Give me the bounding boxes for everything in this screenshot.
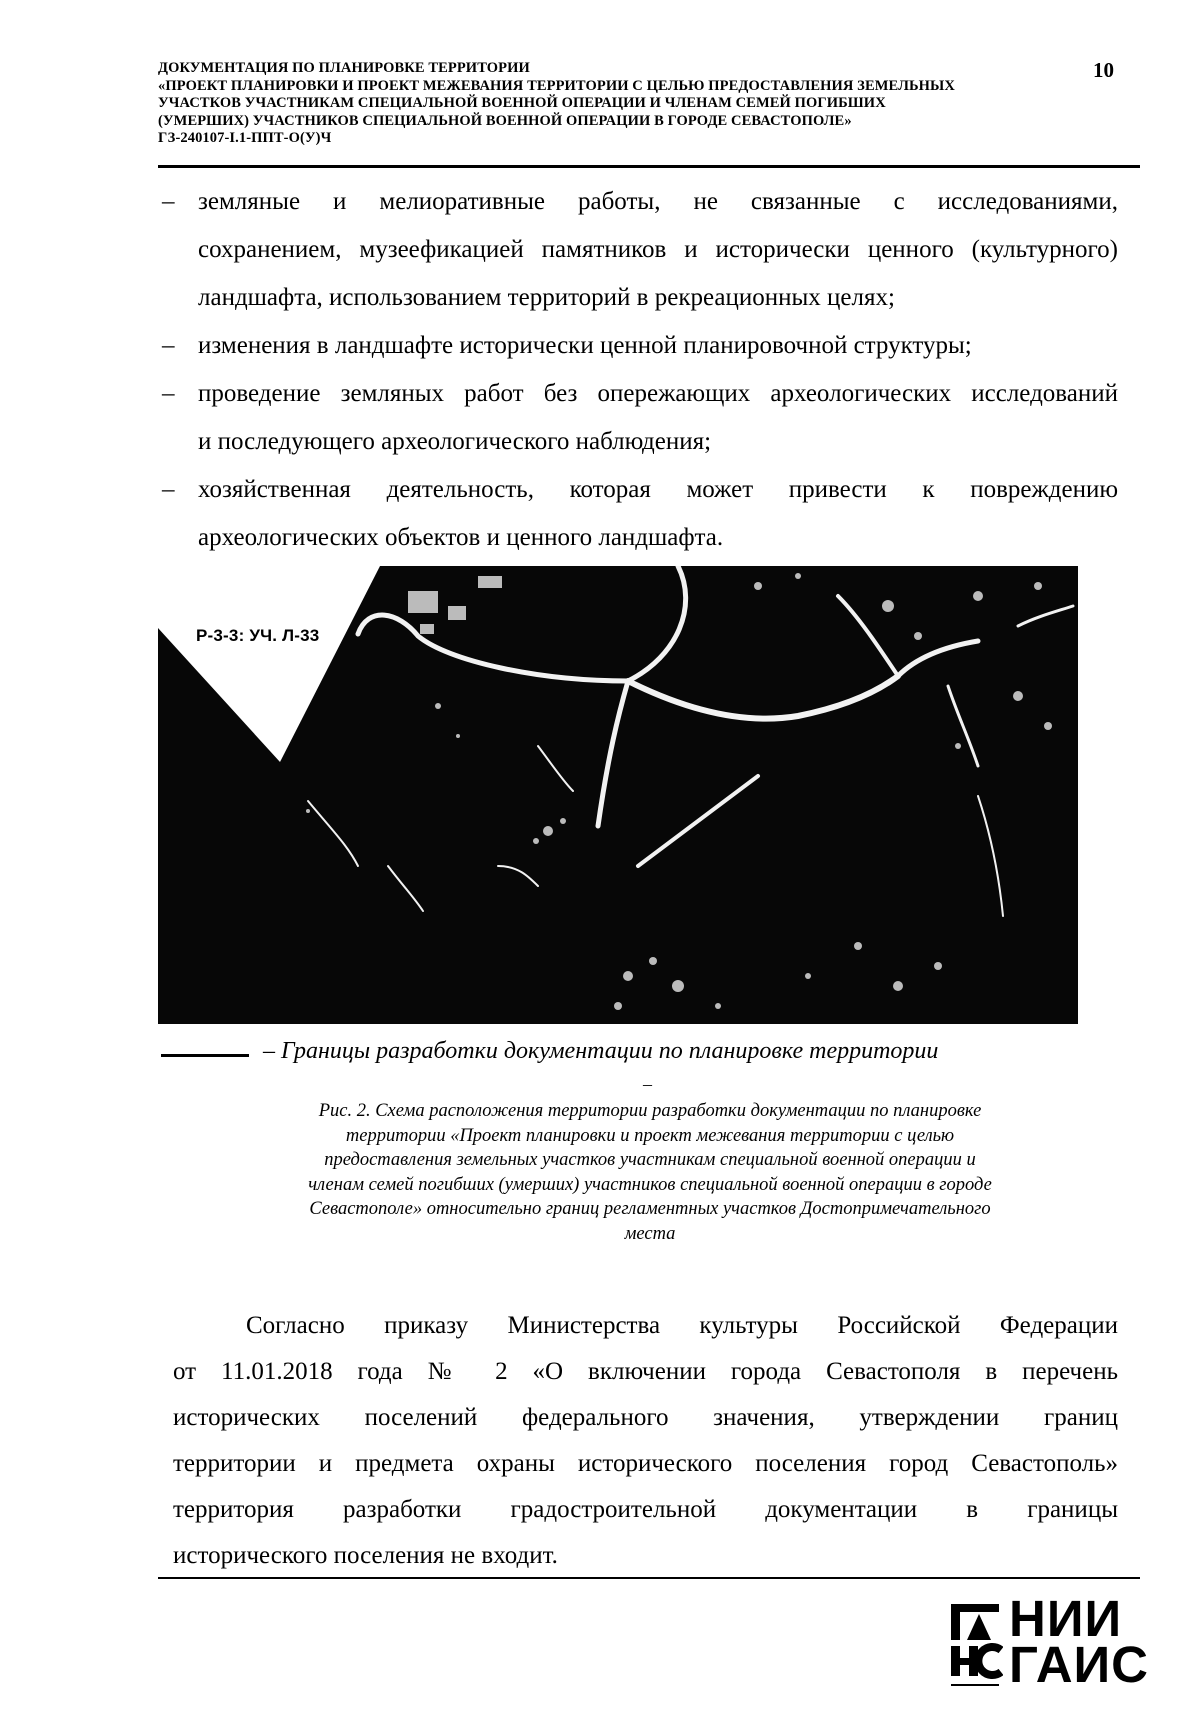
list-item-line: сохранением, музеефикацией памятников и исторически ценного (культурного)	[198, 236, 1118, 263]
list-item-line: археологических объектов и ценного ландшафта.	[198, 524, 724, 551]
caption-line: места	[624, 1223, 676, 1244]
legend-boundary-line	[161, 1054, 249, 1057]
satellite-map	[158, 566, 1078, 1024]
caption-line: членам семей погибших (умерших) участников специальной военной операции в городе	[308, 1174, 992, 1195]
dash-marker: –	[162, 476, 175, 503]
dash-marker: –	[162, 332, 175, 359]
paragraph-line: исторического поселения не входит.	[173, 1542, 558, 1569]
list-item	[158, 322, 1118, 370]
list-item	[158, 370, 1118, 466]
caption-line: Рис. 2. Схема расположения территории разработки документации по планировке	[318, 1101, 982, 1121]
header-divider	[158, 165, 1140, 168]
map-zone-label: Р-3-3: УЧ. Л-33	[196, 626, 320, 645]
list-item	[158, 178, 1118, 322]
body-paragraph	[173, 1303, 1118, 1579]
legend-dash: –	[643, 1074, 652, 1094]
logo-text-gais: ГАИС	[1009, 1636, 1150, 1693]
header-code: ГЗ-240107-I.1-ППТ-О(У)Ч	[158, 130, 332, 146]
list-item-line: земляные и мелиоративные работы, не связанные с исследованиями,	[198, 188, 1118, 215]
logo-mark-icon	[947, 1598, 1003, 1694]
list-item-line: хозяйственная деятельность, которая может привести к повреждению	[198, 476, 1118, 503]
caption-line: территории «Проект планировки и проект межевания территории с целью	[345, 1125, 955, 1146]
legend-label: – Границы разработки документации по планировке территории	[263, 1038, 939, 1064]
list-item	[158, 466, 1118, 562]
list-item-line: ландшафта, использованием территорий в рекреационных целях;	[198, 284, 895, 311]
paragraph-line: исторических поселений федерального значения, утверждении границ	[173, 1404, 1118, 1431]
nii-gais-logo	[947, 1590, 1150, 1698]
header-line: ДОКУМЕНТАЦИЯ ПО ПЛАНИРОВКЕ ТЕРРИТОРИИ	[158, 60, 530, 76]
footer-divider	[158, 1577, 1140, 1579]
header-line: «ПРОЕКТ ПЛАНИРОВКИ И ПРОЕКТ МЕЖЕВАНИЯ ТЕРРИТОРИИ С ЦЕЛЬЮ ПРЕДОСТАВЛЕНИЯ ЗЕМЕЛЬНЫХ	[158, 77, 955, 94]
dash-marker: –	[162, 188, 175, 215]
dash-marker: –	[162, 380, 175, 407]
paragraph-line: от 11.01.2018 года № 2 «О включении города Севастополя в перечень	[173, 1358, 1118, 1385]
page-number: 10	[1093, 58, 1114, 82]
logo-text-nii: НИИ	[1009, 1590, 1123, 1647]
paragraph-line: территория разработки градостроительной документации в границы	[173, 1496, 1118, 1523]
restrictions-list	[158, 178, 1118, 562]
document-header	[158, 60, 1058, 148]
caption-line: Севастополе» относительно границ регламентных участков Достопримечательного	[309, 1199, 991, 1219]
list-item-line: проведение земляных работ без опережающих археологических исследований	[198, 380, 1118, 407]
header-line: (УМЕРШИХ) УЧАСТНИКОВ СПЕЦИАЛЬНОЙ ВОЕННОЙ ОПЕРАЦИИ В ГОРОДЕ СЕВАСТОПОЛЕ»	[158, 112, 852, 129]
paragraph-line: территории и предмета охраны исторического поселения город Севастополь»	[173, 1450, 1118, 1477]
list-item-line: изменения в ландшафте исторически ценной планировочной структуры;	[198, 332, 972, 359]
list-item-line: и последующего археологического наблюдения;	[198, 428, 712, 455]
paragraph-line: Согласно приказу Министерства культуры Российской Федерации	[246, 1312, 1118, 1339]
figure-caption	[200, 1099, 1100, 1246]
caption-line: предоставления земельных участков участникам специальной военной операции и	[324, 1150, 976, 1170]
header-line: УЧАСТКОВ УЧАСТНИКАМ СПЕЦИАЛЬНОЙ ВОЕННОЙ ОПЕРАЦИИ И ЧЛЕНАМ СЕМЕЙ ПОГИБШИХ	[158, 95, 886, 111]
